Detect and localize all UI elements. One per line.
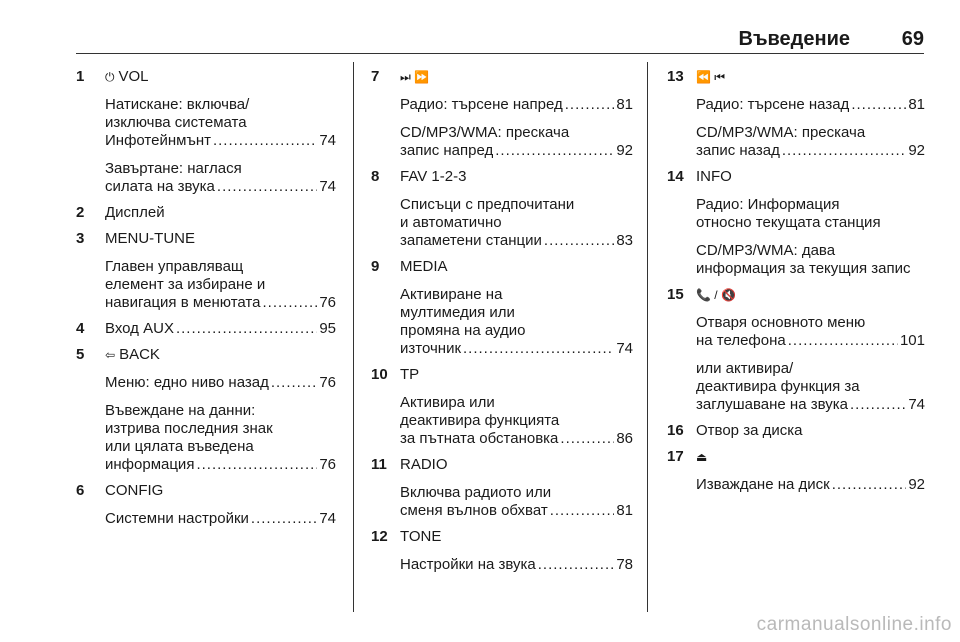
page-reference: 95 [319, 320, 336, 337]
item-number: 1 [76, 68, 85, 85]
toc-entry [76, 482, 336, 528]
item-description [400, 484, 633, 520]
item-label-text: FAV 1-2-3 [400, 168, 467, 185]
toc-entry-text: Настройки на звука [400, 556, 536, 573]
item-label [400, 366, 633, 384]
column-divider-1 [353, 62, 354, 612]
dot-leader [550, 502, 615, 520]
toc-entry [371, 258, 633, 358]
item-label [105, 204, 336, 222]
dot-leader [565, 96, 615, 114]
toc-entry-text: навигация в менютата [105, 294, 261, 311]
dot-leader [262, 294, 317, 312]
item-label-text: MENU-TUNE [105, 230, 195, 247]
dot-leader [544, 232, 614, 250]
toc-entry-text: източник [400, 340, 462, 357]
toc-entry [667, 286, 925, 414]
item-description [400, 556, 633, 574]
item-description [696, 124, 925, 160]
item-label-text: BACK [119, 346, 160, 363]
item-number: 8 [371, 168, 380, 185]
power-icon: ⏻ [105, 70, 115, 84]
toc-entry-line [105, 320, 336, 338]
description-line: Главен управляващ [105, 258, 244, 275]
toc-entry-line [400, 232, 633, 250]
toc-entry-line [400, 430, 633, 448]
item-label-text: Дисплей [105, 204, 165, 221]
item-label [400, 258, 633, 276]
description-line: деактивира функция за [696, 378, 860, 395]
page-reference: 86 [616, 430, 633, 447]
column-divider-2 [647, 62, 648, 612]
toc-entry-line [105, 510, 336, 528]
item-description [105, 510, 336, 528]
item-description [696, 196, 925, 232]
item-label-text: TONE [400, 528, 442, 545]
description-line: деактивира функцията [400, 412, 560, 429]
toc-entry-line [696, 396, 925, 414]
description-line: изтрива последния знак [105, 420, 273, 437]
item-label [400, 68, 633, 86]
description-line: CD/MP3/WMA: дава [696, 242, 836, 259]
item-label-text: Отвор за диска [696, 422, 803, 439]
item-description [696, 314, 925, 350]
item-label [696, 422, 925, 440]
item-label [105, 230, 336, 248]
toc-entry-text: информация [105, 456, 195, 473]
toc-entry-line [696, 142, 925, 160]
toc-entry-line [105, 456, 336, 474]
item-label-text: VOL [118, 68, 149, 85]
toc-entry-text: на телефона [696, 332, 786, 349]
watermark: carmanualsonline.info [756, 614, 952, 635]
item-description [105, 96, 336, 150]
description-line: Активира или [400, 394, 495, 411]
seek-forward-icon: ⏭ ⏩ [400, 70, 430, 84]
item-number: 6 [76, 482, 85, 499]
item-number: 3 [76, 230, 85, 247]
description-line: Активиране на [400, 286, 503, 303]
toc-entry-line [400, 96, 633, 114]
description-line: Отваря основното меню [696, 314, 866, 331]
dot-leader [217, 178, 317, 196]
toc-entry [667, 422, 925, 440]
description-line: Включва радиото или [400, 484, 552, 501]
column-1 [76, 68, 336, 528]
item-label-text: INFO [696, 168, 732, 185]
toc-entry [667, 168, 925, 278]
item-label-text: TP [400, 366, 420, 383]
dot-leader [560, 430, 614, 448]
toc-entry-line [400, 556, 633, 574]
item-number: 15 [667, 286, 684, 303]
page-reference: 76 [319, 374, 336, 391]
description-line: CD/MP3/WMA: прескача [400, 124, 570, 141]
item-description [400, 286, 633, 358]
toc-entry [371, 168, 633, 250]
toc-entry [76, 346, 336, 474]
item-description [696, 476, 925, 494]
item-number: 13 [667, 68, 684, 85]
page-reference: 83 [616, 232, 633, 249]
description-line: Завъртане: наглася [105, 160, 242, 177]
item-label [696, 168, 925, 186]
page-reference: 81 [908, 96, 925, 113]
item-description [105, 258, 336, 312]
dot-leader [213, 132, 317, 150]
page-number: 69 [901, 28, 924, 50]
toc-entry-line [696, 332, 925, 350]
description-line: относно текущата станция [696, 214, 881, 231]
toc-entry-text: заглушаване на звука [696, 396, 848, 413]
page-reference: 101 [899, 332, 925, 349]
item-label [400, 168, 633, 186]
item-description [400, 124, 633, 160]
page-reference: 81 [616, 96, 633, 113]
item-description [105, 402, 336, 474]
dot-leader [176, 320, 317, 338]
item-number: 10 [371, 366, 388, 383]
toc-entry [76, 204, 336, 222]
item-description [696, 242, 925, 278]
dot-leader [251, 510, 317, 528]
toc-entry-line [400, 340, 633, 358]
page-reference: 74 [616, 340, 633, 357]
toc-entry-line [400, 142, 633, 160]
dot-leader [271, 374, 317, 392]
toc-entry [371, 456, 633, 520]
eject-icon: ⏏ [696, 450, 708, 464]
item-label [696, 68, 925, 86]
toc-entry-text: Меню: едно ниво назад [105, 374, 269, 391]
toc-entry-text: силата на звука [105, 178, 215, 195]
item-label [105, 346, 336, 364]
toc-entry-text: запис назад [696, 142, 780, 159]
item-number: 17 [667, 448, 684, 465]
description-line: или активира/ [696, 360, 794, 377]
column-3 [667, 68, 925, 494]
description-line: Натискане: включва/ [105, 96, 250, 113]
page-reference: 76 [319, 294, 336, 311]
item-description [400, 96, 633, 114]
dot-leader [196, 456, 317, 474]
item-number: 9 [371, 258, 380, 275]
page-header [76, 28, 924, 50]
toc-entry-text: за пътната обстановка [400, 430, 559, 447]
item-number: 5 [76, 346, 85, 363]
page-reference: 92 [616, 142, 633, 159]
dot-leader [538, 556, 615, 574]
item-description [105, 374, 336, 392]
toc-entry-text: запис напред [400, 142, 494, 159]
dot-leader [851, 96, 906, 114]
item-label-text: RADIO [400, 456, 448, 473]
toc-entry [371, 528, 633, 574]
toc-entry [76, 68, 336, 196]
item-description [696, 360, 925, 414]
description-line: Въвеждане на данни: [105, 402, 256, 419]
description-line: изключва системата [105, 114, 247, 131]
description-line: мултимедия или [400, 304, 515, 321]
description-line: промяна на аудио [400, 322, 526, 339]
seek-back-icon: ⏪ ⏮ [696, 70, 726, 84]
item-number: 11 [371, 456, 387, 473]
column-2 [371, 68, 633, 574]
item-description [105, 160, 336, 196]
item-label [696, 286, 925, 304]
item-number: 12 [371, 528, 388, 545]
page-title: Въведение [738, 28, 850, 50]
description-line: елемент за избиране и [105, 276, 266, 293]
toc-entry-text: Вход AUX [105, 320, 174, 337]
item-description [400, 394, 633, 448]
toc-entry-text: Изваждане на диск [696, 476, 830, 493]
item-number: 7 [371, 68, 380, 85]
page-reference: 74 [319, 510, 336, 527]
toc-entry-text: Инфотейнмънт [105, 132, 211, 149]
toc-entry-line [696, 96, 925, 114]
toc-entry-text: сменя вълнов обхват [400, 502, 548, 519]
item-label [400, 456, 633, 474]
header-divider [76, 53, 924, 54]
page-reference: 76 [319, 456, 336, 473]
back-arrow-icon: ⇦ [105, 348, 116, 362]
toc-entry-text: Системни настройки [105, 510, 249, 527]
toc-entry [667, 448, 925, 494]
dot-leader [463, 340, 614, 358]
toc-entry [667, 68, 925, 160]
page-reference: 74 [319, 132, 336, 149]
page-reference: 74 [908, 396, 925, 413]
description-line: Списъци с предпочитани [400, 196, 575, 213]
dot-leader [782, 142, 906, 160]
toc-entry [76, 230, 336, 312]
item-label-text: MEDIA [400, 258, 448, 275]
dot-leader [788, 332, 898, 350]
toc-entry-line [105, 178, 336, 196]
description-line: информация за текущия запис [696, 260, 911, 277]
toc-entry-line [105, 294, 336, 312]
phone-mute-icon: 📞 / 🔇 [696, 288, 736, 302]
description-line: или цялата въведена [105, 438, 254, 455]
page-reference: 74 [319, 178, 336, 195]
item-number: 16 [667, 422, 684, 439]
page-reference: 92 [908, 476, 925, 493]
item-label [400, 528, 633, 546]
item-description [400, 196, 633, 250]
page-reference: 81 [616, 502, 633, 519]
item-number: 14 [667, 168, 684, 185]
item-label [105, 482, 336, 500]
toc-entry [371, 68, 633, 160]
toc-entry-line [696, 476, 925, 494]
dot-leader [850, 396, 906, 414]
page-reference: 78 [616, 556, 633, 573]
item-label [696, 448, 925, 466]
toc-entry-text: запаметени станции [400, 232, 542, 249]
toc-entry [371, 366, 633, 448]
item-description [696, 96, 925, 114]
item-label-text: CONFIG [105, 482, 164, 499]
item-number: 4 [76, 320, 85, 337]
toc-entry-text: Радио: търсене назад [696, 96, 850, 113]
dot-leader [495, 142, 614, 160]
toc-entry-line [105, 132, 336, 150]
toc-entry-line [400, 502, 633, 520]
toc-entry-line [105, 374, 336, 392]
toc-entry [76, 320, 336, 338]
item-number: 2 [76, 204, 85, 221]
dot-leader [832, 476, 907, 494]
description-line: Радио: Информация [696, 196, 840, 213]
toc-entry-text: Радио: търсене напред [400, 96, 563, 113]
page-reference: 92 [908, 142, 925, 159]
description-line: и автоматично [400, 214, 502, 231]
description-line: CD/MP3/WMA: прескача [696, 124, 866, 141]
item-label [105, 68, 336, 86]
